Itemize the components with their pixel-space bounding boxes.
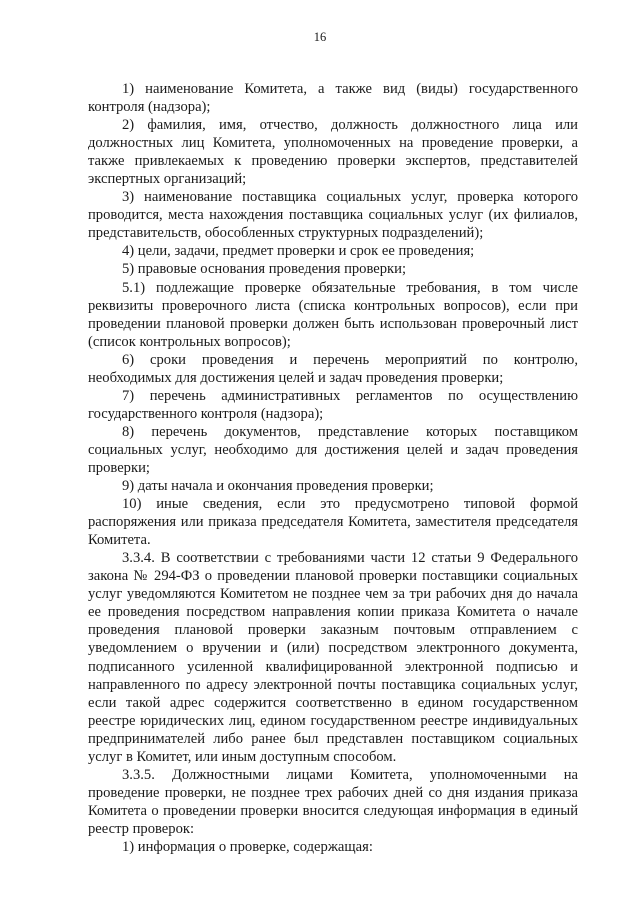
list-item-5-1: 5.1) подлежащие проверке обязательные требования, в том числе реквизиты проверочного листа (списка контрольных вопросов), если при проведении плановой проверки должен быть использован проверочный лист (список контрольных вопросов);: [88, 279, 578, 350]
list-item-4: 4) цели, задачи, предмет проверки и срок ее проведения;: [122, 243, 475, 260]
list-item-7: 7) перечень административных регламентов по осуществлению государственного контроля (надзора);: [88, 387, 578, 422]
list-item-5: 5) правовые основания проведения проверки;: [122, 261, 407, 278]
list-item-1: 1) наименование Комитета, а также вид (виды) государственного контроля (надзора);: [88, 81, 578, 116]
document-body: [88, 80, 578, 856]
list-item-10: 10) иные сведения, если это предусмотрено типовой формой распоряжения или приказа председателя Комитета, заместителя председателя Комитета.: [88, 496, 578, 549]
list-item-3: 3) наименование поставщика социальных услуг, проверка которого проводится, места нахождения поставщика социальных услуг (их филиалов, представительств, обособленных структурных подразделений);: [88, 189, 578, 242]
paragraph-3-3-4: 3.3.4. В соответствии с требованиями части 12 статьи 9 Федерального закона № 294-ФЗ о проведении плановой проверки поставщики социальных услуг уведомляются Комитетом не позднее чем за три рабочих дня до начала ее проведения посредством направления копии приказа Комитета о начале проведения плановой проверки заказным почтовым отправлением с уведомлением о вручении и (или) посредством электронного документа, подписанного усиленной квалифицированной электронной подписью и направленного по адресу электронной почты поставщика социальных услуг, если такой адрес содержится соответственно в едином государственном реестре юридических лиц, едином государственном реестре индивидуальных предпринимателей либо ранее был представлен поставщиком социальных услуг в Комитет, или иным доступным способом.: [88, 550, 578, 765]
list-item-6: 6) сроки проведения и перечень мероприятий по контролю, необходимых для достижения целей и задач проведения проверки;: [88, 351, 578, 386]
list-item-8: 8) перечень документов, представление которых поставщиком социальных услуг, необходимо для достижения целей и задач проведения проверки;: [88, 423, 578, 476]
list-item-9: 9) даты начала и окончания проведения проверки;: [122, 478, 434, 495]
paragraph-3-3-5: 3.3.5. Должностными лицами Комитета, уполномоченными на проведение проверки, не позднее трех рабочих дней со дня издания приказа Комитета о проведении проверки вносится следующая информация в единый реестр проверок:: [88, 766, 578, 837]
list-item-2: 2) фамилия, имя, отчество, должность должностного лица или должностных лиц Комитета, уполномоченных на проведение проверки, а также привлекаемых к проведению проверки экспертов, представителей экспертных организаций;: [88, 117, 578, 188]
list-item-info-about-inspection: 1) информация о проверке, содержащая:: [122, 838, 373, 855]
page-number: 16: [313, 30, 327, 44]
